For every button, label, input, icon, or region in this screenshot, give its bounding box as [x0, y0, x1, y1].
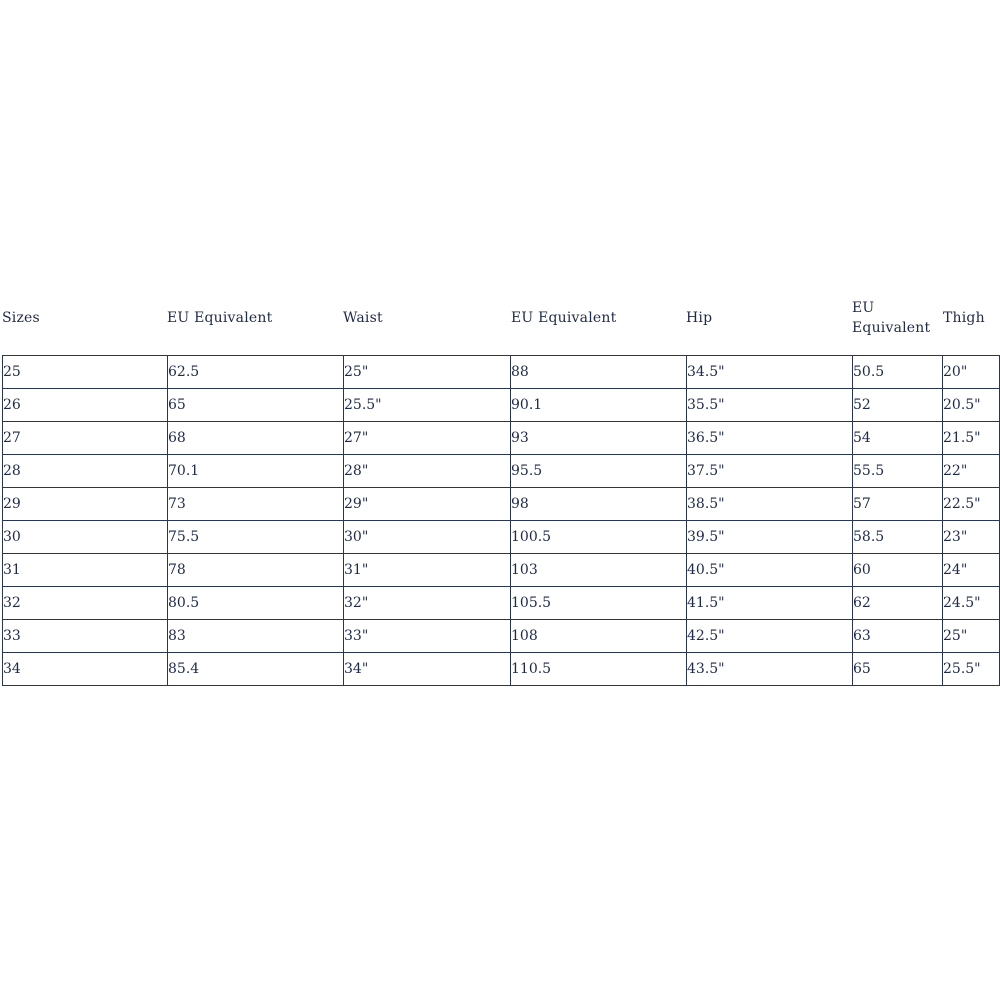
cell-thigh: 21.5": [943, 422, 1000, 455]
cell-hip: 35.5": [687, 389, 853, 422]
table-row: [3, 422, 1000, 455]
cell-thigh: 24": [943, 554, 1000, 587]
cell-size: 28: [3, 455, 168, 488]
cell-eu-hip: 90.1: [511, 389, 687, 422]
cell-waist: 32": [344, 587, 511, 620]
cell-waist: 25": [344, 356, 511, 389]
cell-hip: 40.5": [687, 554, 853, 587]
cell-size: 26: [3, 389, 168, 422]
cell-size: 25: [3, 356, 168, 389]
cell-hip: 38.5": [687, 488, 853, 521]
cell-eu-hip: 108: [511, 620, 687, 653]
table-row: [3, 587, 1000, 620]
cell-hip: 42.5": [687, 620, 853, 653]
header-eu-equivalent-hip: EU Equivalent: [511, 310, 617, 326]
cell-eu-thigh: 60: [853, 554, 943, 587]
cell-eu-waist: 78: [168, 554, 344, 587]
cell-thigh: 22": [943, 455, 1000, 488]
cell-eu-thigh: 57: [853, 488, 943, 521]
cell-thigh: 23": [943, 521, 1000, 554]
cell-size: 30: [3, 521, 168, 554]
cell-eu-hip: 93: [511, 422, 687, 455]
cell-hip: 39.5": [687, 521, 853, 554]
cell-eu-thigh: 54: [853, 422, 943, 455]
header-eu-equivalent-thigh: EU Equivalent: [852, 300, 931, 336]
cell-waist: 31": [344, 554, 511, 587]
cell-hip: 36.5": [687, 422, 853, 455]
cell-eu-waist: 75.5: [168, 521, 344, 554]
cell-waist: 33": [344, 620, 511, 653]
cell-hip: 41.5": [687, 587, 853, 620]
cell-thigh: 20": [943, 356, 1000, 389]
cell-size: 33: [3, 620, 168, 653]
header-eu-equivalent-waist: EU Equivalent: [167, 310, 273, 326]
header-sizes: Sizes: [2, 310, 40, 326]
cell-eu-hip: 98: [511, 488, 687, 521]
cell-eu-thigh: 62: [853, 587, 943, 620]
cell-waist: 29": [344, 488, 511, 521]
cell-eu-hip: 105.5: [511, 587, 687, 620]
cell-eu-thigh: 58.5: [853, 521, 943, 554]
cell-hip: 37.5": [687, 455, 853, 488]
cell-eu-hip: 100.5: [511, 521, 687, 554]
table-row: [3, 521, 1000, 554]
cell-waist: 27": [344, 422, 511, 455]
cell-eu-thigh: 55.5: [853, 455, 943, 488]
cell-waist: 28": [344, 455, 511, 488]
cell-eu-hip: 95.5: [511, 455, 687, 488]
cell-eu-thigh: 65: [853, 653, 943, 686]
size-chart-body: [3, 356, 1000, 686]
cell-thigh: 22.5": [943, 488, 1000, 521]
table-row: [3, 653, 1000, 686]
header-hip: Hip: [686, 310, 713, 326]
cell-waist: 30": [344, 521, 511, 554]
cell-eu-hip: 103: [511, 554, 687, 587]
table-row: [3, 488, 1000, 521]
cell-size: 32: [3, 587, 168, 620]
cell-eu-hip: 110.5: [511, 653, 687, 686]
cell-size: 31: [3, 554, 168, 587]
cell-waist: 25.5": [344, 389, 511, 422]
cell-size: 27: [3, 422, 168, 455]
size-chart-table: [2, 355, 1000, 686]
table-row: [3, 389, 1000, 422]
cell-thigh: 20.5": [943, 389, 1000, 422]
cell-size: 29: [3, 488, 168, 521]
cell-eu-waist: 80.5: [168, 587, 344, 620]
size-chart-header-row: [0, 288, 1000, 348]
header-waist: Waist: [343, 310, 383, 326]
cell-eu-waist: 62.5: [168, 356, 344, 389]
cell-eu-waist: 65: [168, 389, 344, 422]
cell-eu-waist: 68: [168, 422, 344, 455]
table-row: [3, 620, 1000, 653]
table-row: [3, 455, 1000, 488]
cell-eu-waist: 85.4: [168, 653, 344, 686]
cell-waist: 34": [344, 653, 511, 686]
cell-eu-waist: 83: [168, 620, 344, 653]
header-thigh: Thigh: [943, 310, 985, 326]
cell-eu-thigh: 63: [853, 620, 943, 653]
cell-eu-waist: 70.1: [168, 455, 344, 488]
cell-thigh: 25": [943, 620, 1000, 653]
cell-eu-waist: 73: [168, 488, 344, 521]
cell-thigh: 24.5": [943, 587, 1000, 620]
cell-eu-thigh: 52: [853, 389, 943, 422]
cell-hip: 34.5": [687, 356, 853, 389]
table-row: [3, 554, 1000, 587]
cell-thigh: 25.5": [943, 653, 1000, 686]
cell-hip: 43.5": [687, 653, 853, 686]
cell-size: 34: [3, 653, 168, 686]
table-row: [3, 356, 1000, 389]
cell-eu-thigh: 50.5: [853, 356, 943, 389]
cell-eu-hip: 88: [511, 356, 687, 389]
